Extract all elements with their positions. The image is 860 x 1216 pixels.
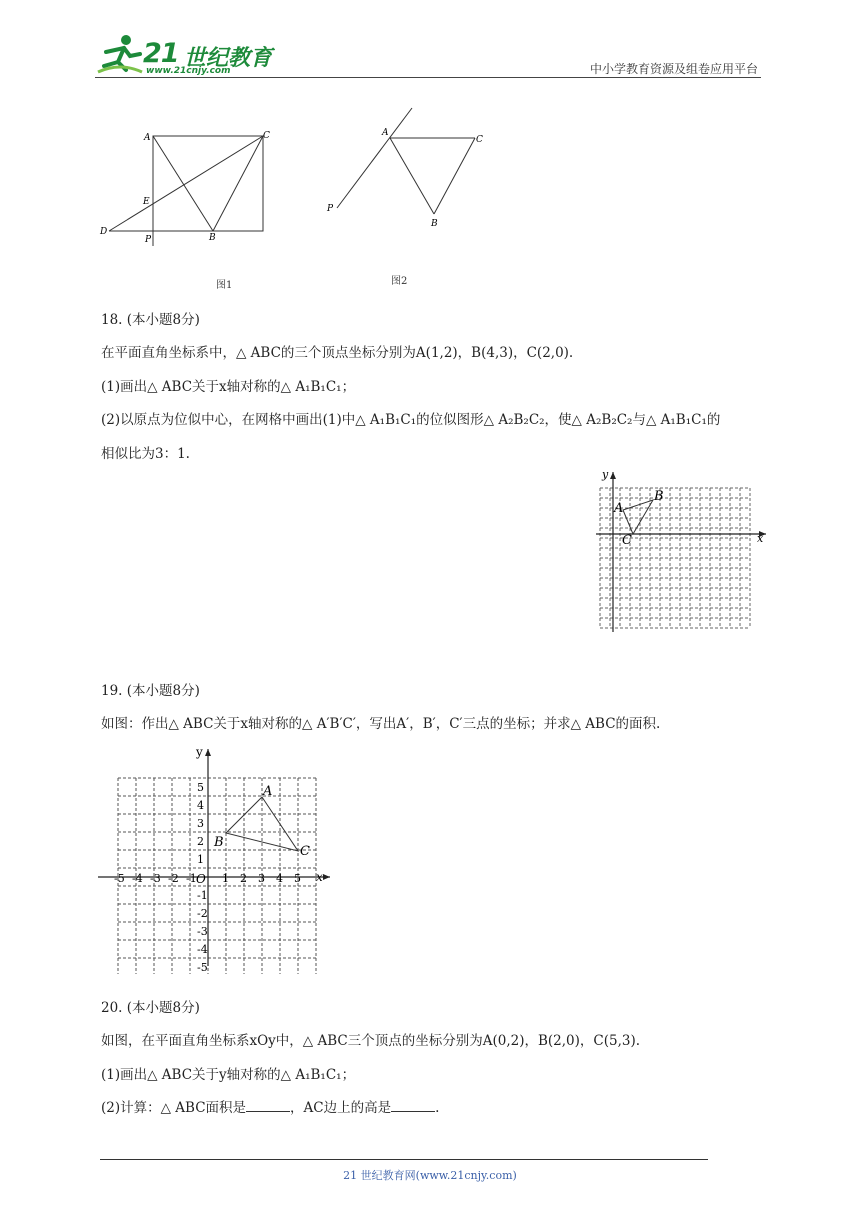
q19-x-tick-label: 5 [294, 872, 301, 885]
q18-label-A: A [614, 501, 624, 516]
q20-line-3 [101, 1099, 439, 1117]
q19-y-tick-label: -5 [197, 961, 208, 974]
fig2-label-P: P [327, 204, 334, 214]
figure-1 [96, 118, 286, 248]
platform-title: 中小学教育资源及组卷应用平台 [589, 62, 758, 76]
q19-label-origin: O [196, 872, 206, 886]
q19-line-1: 如图：作出△ ABC关于x轴对称的△ A′B′C′，写出A′，B′，C′三点的坐标；并求△ ABC的面积. [101, 716, 661, 732]
q19-label-C: C [300, 844, 310, 859]
q19-title: 19. (本小题8分) [101, 683, 200, 699]
q20-height-blank[interactable] [391, 1099, 435, 1112]
q19-y-tick-label: -2 [197, 907, 208, 920]
q19-y-tick-label: 1 [197, 853, 204, 866]
footer-divider [100, 1159, 708, 1160]
header-divider [95, 77, 761, 78]
fig1-label-B: B [209, 233, 216, 243]
q19-y-tick-label: 3 [197, 817, 204, 830]
q18-axis-x: x [757, 532, 764, 545]
q18-axis-y: y [602, 468, 609, 481]
footer-text: 21 世纪教育网(www.21cnjy.com) [343, 1169, 517, 1182]
q20-line-2: (1)画出△ ABC关于y轴对称的△ A₁B₁C₁； [101, 1067, 356, 1083]
q18-line-2: (1)画出△ ABC关于x轴对称的△ A₁B₁C₁； [101, 379, 356, 395]
q20-line-1: 如图，在平面直角坐标系xOy中，△ ABC三个顶点的坐标分别为A(0,2)，B(2,0)，C(5,3). [101, 1033, 641, 1049]
q19-axis-x: x [316, 870, 323, 884]
logo-number: 21 [143, 38, 179, 69]
q19-y-tick-label: -3 [197, 925, 208, 938]
q19-y-tick-label: 4 [197, 799, 204, 812]
q19-label-B: B [214, 835, 224, 850]
fig2-label-B: B [431, 219, 438, 229]
q18-line-1: 在平面直角坐标系中，△ ABC的三个顶点坐标分别为A(1,2)，B(4,3)，C(2,0). [101, 345, 574, 361]
fig1-caption: 图1 [216, 280, 233, 291]
q18-grid-figure [594, 464, 769, 639]
q19-x-tick-label: -2 [168, 872, 179, 885]
q19-grid-figure [98, 744, 338, 974]
q20-area-blank[interactable] [246, 1099, 290, 1112]
fig1-label-D: D [100, 227, 108, 237]
fig1-label-A: A [144, 133, 151, 143]
figure-2 [322, 104, 492, 234]
q18-line-4: 相似比为3：1. [101, 446, 190, 462]
fig1-label-P: P [145, 235, 152, 245]
q19-x-tick-label: 1 [222, 872, 229, 885]
q18-line-3: (2)以原点为位似中心，在网格中画出(1)中△ A₁B₁C₁的位似图形△ A₂B₂C₂，使△ A₂B₂C₂与△ A₁B₁C₁的 [101, 412, 721, 428]
q18-label-C: C [622, 533, 632, 548]
q19-x-tick-label: 2 [240, 872, 247, 885]
q20-line-3-part-b: ，AC边上的高是 [290, 1100, 392, 1116]
q19-x-tick-label: 4 [276, 872, 283, 885]
q19-x-tick-label: -1 [186, 872, 197, 885]
q19-y-tick-label: -1 [197, 889, 208, 902]
q19-label-A: A [263, 784, 273, 799]
fig2-label-A: A [382, 128, 389, 138]
fig2-caption: 图2 [391, 276, 408, 287]
q19-x-tick-label: -5 [114, 872, 125, 885]
q19-y-tick-label: -4 [197, 943, 208, 956]
runner-logo-icon [96, 34, 144, 76]
q19-x-tick-label: -4 [132, 872, 143, 885]
fig2-label-C: C [476, 135, 483, 145]
q20-title: 20. (本小题8分) [101, 1000, 200, 1016]
q18-title: 18. (本小题8分) [101, 312, 200, 328]
q19-x-tick-label: 3 [258, 872, 265, 885]
logo-url: www.21cnjy.com [146, 66, 231, 76]
q19-y-tick-label: 2 [197, 835, 204, 848]
fig1-label-E: E [143, 197, 150, 207]
fig1-label-C: C [263, 131, 270, 141]
q20-line-3-part-a: (2)计算：△ ABC面积是 [101, 1100, 247, 1116]
q19-axis-y: y [196, 745, 203, 759]
q19-x-tick-label: -3 [150, 872, 161, 885]
logo-text: 世纪教育 [184, 46, 273, 71]
q19-y-tick-label: 5 [197, 781, 204, 794]
q18-label-B: B [654, 489, 664, 504]
q20-line-3-part-c: . [435, 1100, 440, 1116]
